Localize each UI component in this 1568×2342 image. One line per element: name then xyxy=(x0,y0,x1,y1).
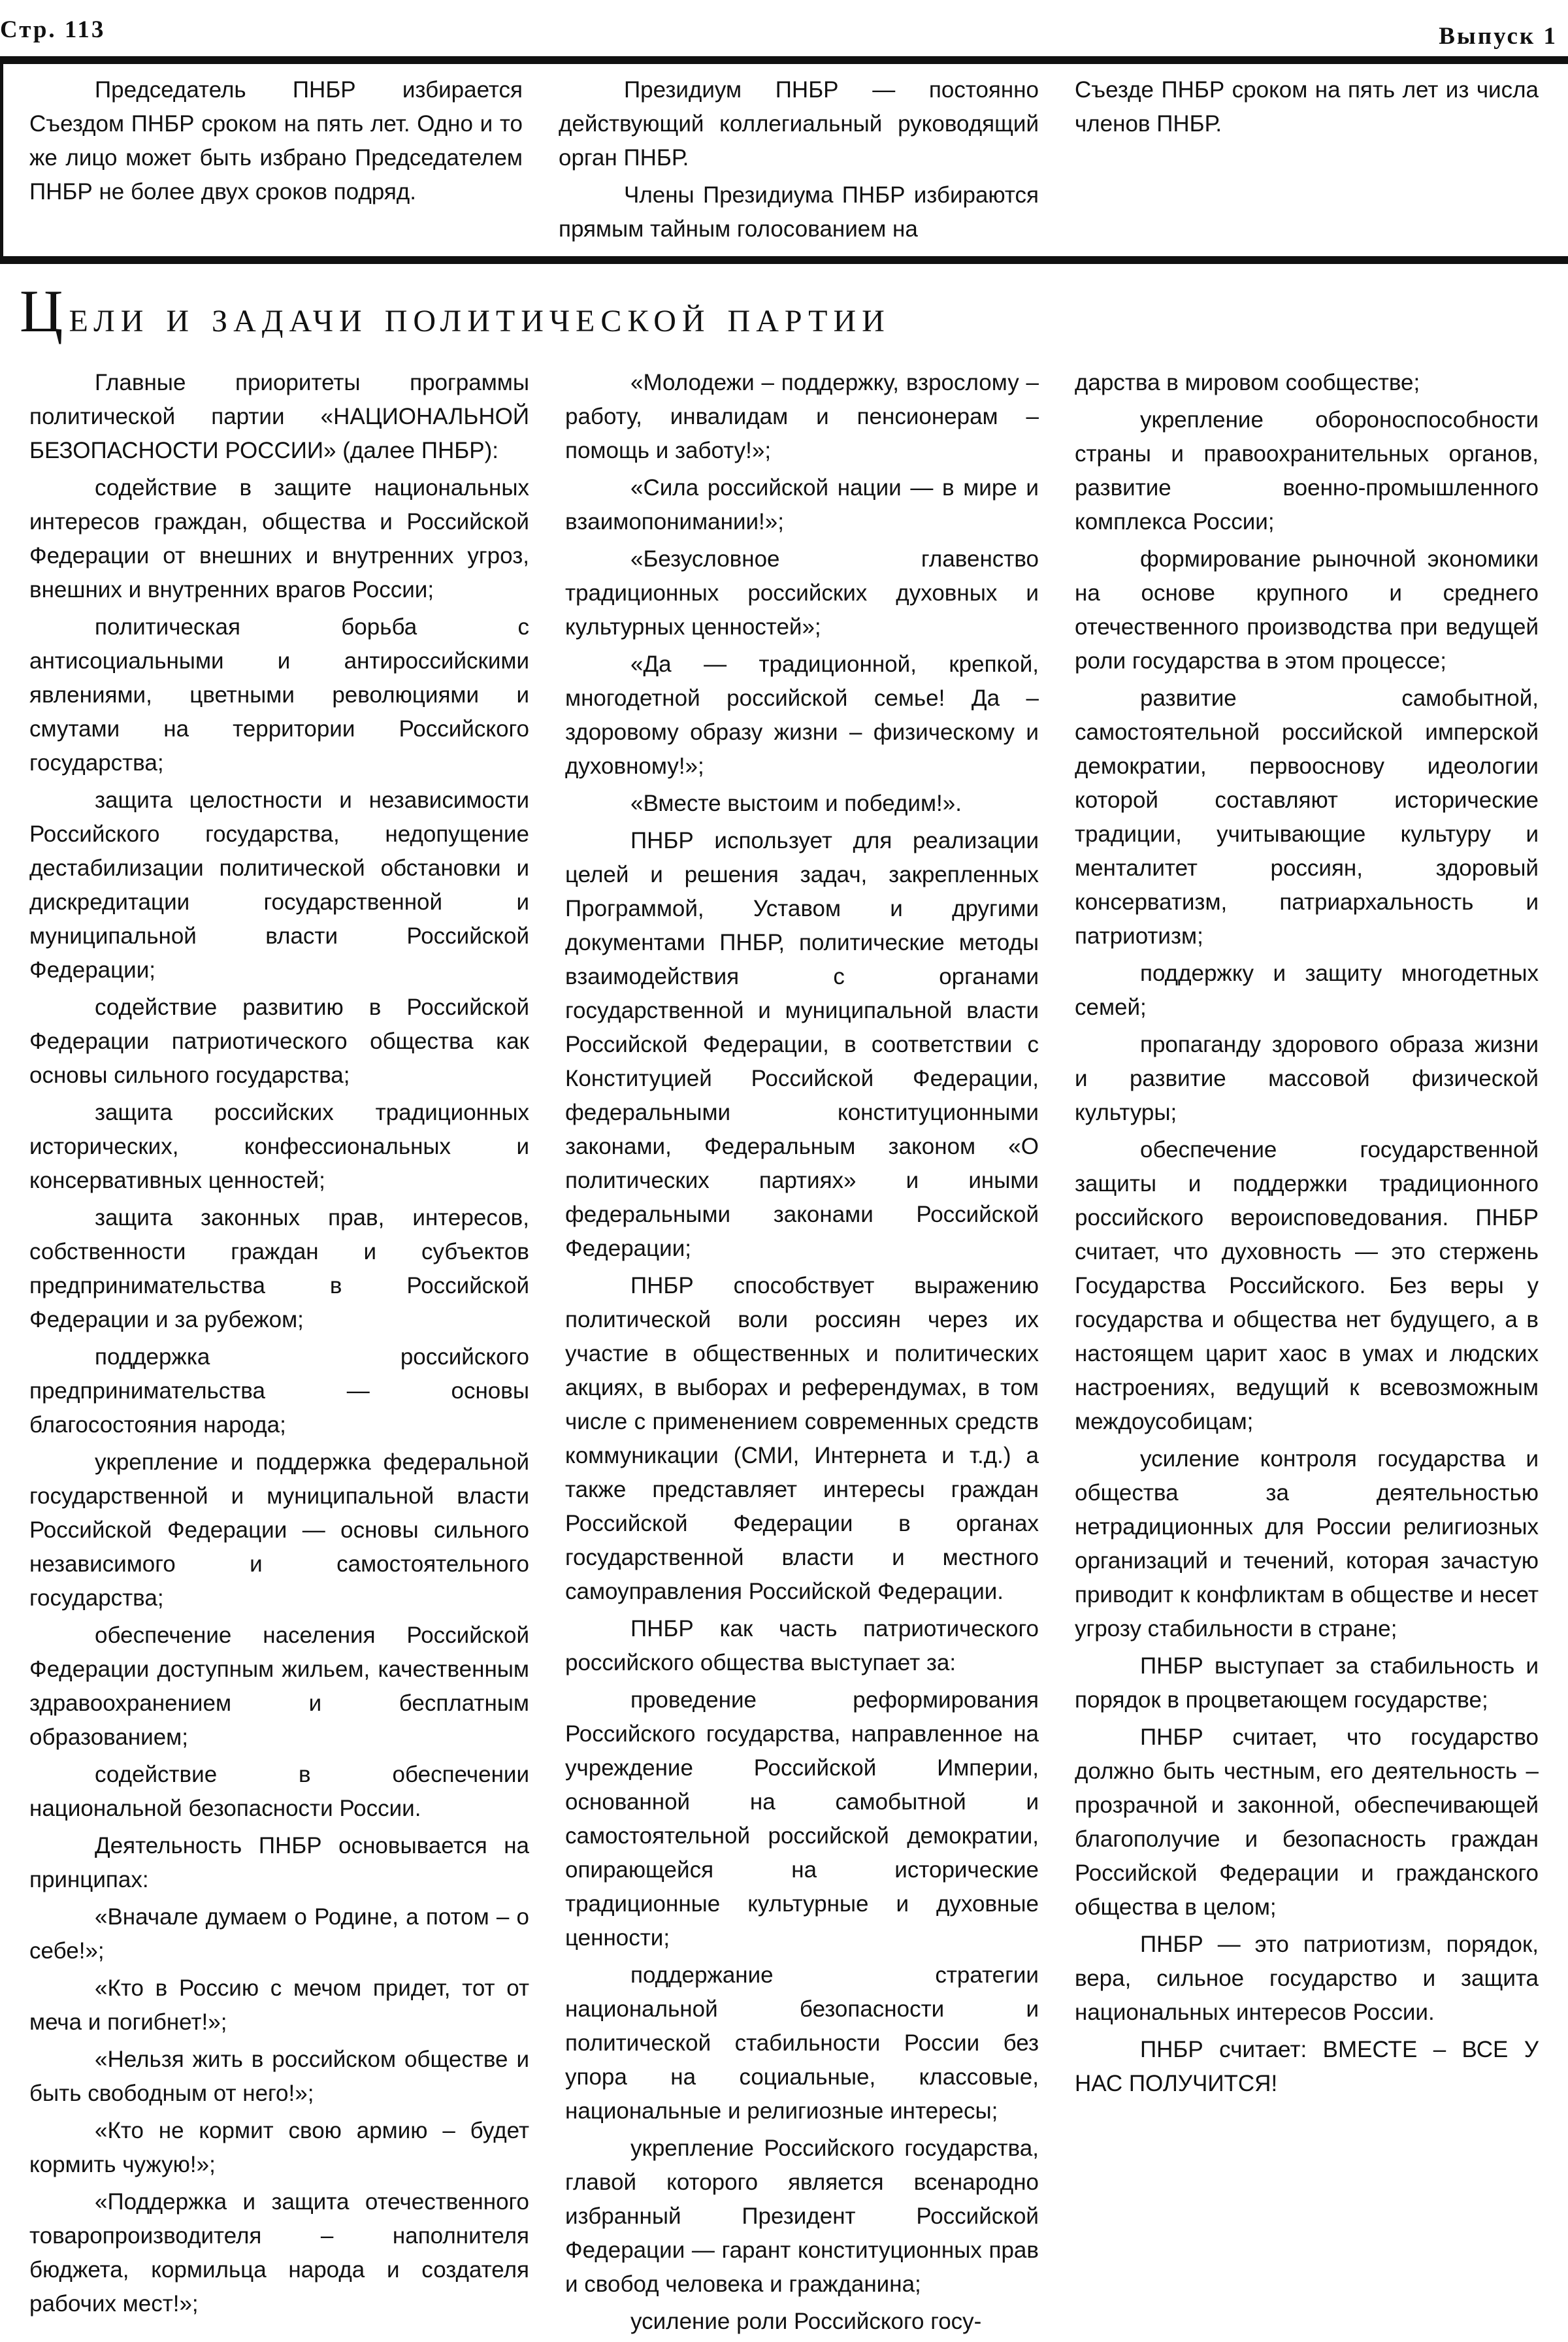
paragraph: усиление контроля государства и общества за деятельностью нетрадиционных для России религиозных организаций и течений, которая зачастую приводит к конфликтам в обществе и несет угрозу стабильности в стране; xyxy=(1075,1446,1539,1641)
paragraph: дарства в мировом сообществе; xyxy=(1075,370,1420,395)
paragraph: усиление роли Российского госу- xyxy=(630,2309,982,2334)
paragraph: Деятельность ПНБР основывается на принципах: xyxy=(29,1833,529,1892)
paragraph: пропаганду здорового образа жизни и развитие массовой физической культуры; xyxy=(1075,1032,1539,1125)
page-number: Стр. 113 xyxy=(0,16,106,43)
paragraph: «Молодежи – поддержку, взрослому – работу, инвалидам и пенсионерам – помощь и заботу!»; xyxy=(565,370,1039,463)
top-col1-paragraph: Председатель ПНБР избирается Съездом ПНБР сроком на пять лет. Одно и то же лицо может быть избрано Председателем ПНБР не более двух сроков подряд. xyxy=(29,77,523,205)
paragraph: содействие развитию в Российской Федерации патриотического общества как основы сильного государства; xyxy=(29,995,529,1088)
paragraph: «Безусловное главенство традиционных российских духовных и культурных ценностей»; xyxy=(565,546,1039,640)
paragraph: «Поддержка и защита отечественного товаропроизводителя – наполнителя бюджета, кормильца народа и создателя рабочих мест!»; xyxy=(29,2189,529,2317)
paragraph: «Кто в Россию с мечом придет, тот от меча и погибнет!»; xyxy=(29,1975,529,2035)
article-column-1 xyxy=(29,366,529,2324)
paragraph: политическая борьба с антисоциальными и антироссийскими явлениями, цветными революциями и смутами на территории Российского государства; xyxy=(29,614,529,776)
paragraph: ПНБР использует для реализации целей и решения задач, закрепленных Программой, Уставом и другими документами ПНБР, политические методы взаимодействия с органами государственной и муниципальной власти Российской Федерации, в соответствии с Конституцией Российской Федерации, федеральными конституционными законами, Федеральным законом «О политических партиях» и иными федеральными законами Российской Федерации; xyxy=(565,828,1039,1261)
paragraph: «Вместе выстоим и победим!». xyxy=(630,791,962,816)
paragraph: ПНБР выступает за стабильность и порядок в процветающем государстве; xyxy=(1075,1653,1539,1713)
paragraph: обеспечение государственной защиты и поддержки традиционного российского вероисповедования. ПНБР считает, что духовность — это стержень Государства Российского. Без веры у государства и общества нет будущего, а в настоящем царит хаос в умах и людских настроениях, ведущий к всевозможным междоусобицам; xyxy=(1075,1137,1539,1434)
article-column-3 xyxy=(1075,366,1539,2104)
top-column-1 xyxy=(29,73,523,212)
paragraph: поддержание стратегии национальной безопасности и политической стабильности России без упора на социальные, классовые, национальные и религиозные интересы; xyxy=(565,1962,1039,2124)
top-column-3 xyxy=(1075,73,1539,144)
paragraph: укрепление обороноспособности страны и правоохранительных органов, развитие военно-промышленного комплекса России; xyxy=(1075,407,1539,535)
paragraph: ПНБР считает, что государство должно быть честным, его деятельность – прозрачной и законной, обеспечивающей благополучие и безопасность граждан Российской Федерации и гражданского общества в целом; xyxy=(1075,1724,1539,1920)
paragraph: «Нельзя жить в российском обществе и быть свободным от него!»; xyxy=(29,2047,529,2106)
issue-label: Выпуск 1 xyxy=(1439,23,1558,50)
paragraph: развитие самобытной, самостоятельной российской имперской демократии, первооснову идеологии которой составляют исторические традиции, учитывающие культуру и менталитет россиян, здоровый консерватизм, патриархальность и патриотизм; xyxy=(1075,685,1539,949)
paragraph: поддержка российского предпринимательства — основы благосостояния народа; xyxy=(29,1344,529,1438)
paragraph: содействие в защите национальных интересов граждан, общества и Российской Федерации от внешних и внутренних угроз, внешних и внутренних врагов России; xyxy=(29,475,529,602)
top-col2-paragraph: Члены Президиума ПНБР избираются прямым тайным голосованием на xyxy=(559,182,1039,242)
paragraph: поддержку и защиту многодетных семей; xyxy=(1075,961,1539,1020)
paragraph: «Сила российской нации — в мире и взаимопонимании!»; xyxy=(565,475,1039,535)
top-column-2 xyxy=(559,73,1039,250)
top-col3-paragraph: Съезде ПНБР сроком на пять лет из числа членов ПНБР. xyxy=(1075,77,1539,137)
paragraph: защита российских традиционных исторических, конфессиональных и консервативных ценностей; xyxy=(29,1100,529,1193)
paragraph: «Да — традиционной, крепкой, многодетной российской семье! Да – здоровому образу жизни – физическому и духовному!»; xyxy=(565,651,1039,779)
paragraph: защита законных прав, интересов, собственности граждан и субъектов предпринимательства в Российской Федерации и за рубежом; xyxy=(29,1205,529,1332)
paragraph: содействие в обеспечении национальной безопасности России. xyxy=(29,1762,529,1821)
top-col2-paragraph: Президиум ПНБР — постоянно действующий коллегиальный руководящий орган ПНБР. xyxy=(559,77,1039,171)
paragraph: ПНБР как часть патриотического российского общества выступает за: xyxy=(565,1616,1039,1675)
paragraph: ПНБР способствует выражению политической воли россиян через их участие в общественных и политических акциях, в выборах и референдумах, в том числе с применением современных средств коммуникации (СМИ, Интернета и т.д.) а также представляет интересы граждан Российской Федерации в органах государственной власти и местного самоуправления Российской Федерации. xyxy=(565,1273,1039,1604)
article-title: Цели и задачи политической партии xyxy=(20,278,890,344)
paragraph: укрепление Российского государства, главой которого является всенародно избранный Президент Российской Федерации — гарант конституционных прав и свобод человека и гражданина; xyxy=(565,2136,1039,2297)
paragraph: «Кто не кормит свою армию – будет кормить чужую!»; xyxy=(29,2118,529,2177)
paragraph: укрепление и поддержка федеральной государственной и муниципальной власти Российской Федерации — основы сильного независимого и самостоятельного государства; xyxy=(29,1449,529,1611)
paragraph: ПНБР считает: ВМЕСТЕ – ВСЕ У НАС ПОЛУЧИТСЯ! xyxy=(1075,2037,1539,2096)
paragraph: защита целостности и независимости Российского государства, недопущение дестабилизации политической обстановки и дискредитации государственной и муниципальной власти Российской Федерации; xyxy=(29,787,529,983)
left-vertical-rule xyxy=(0,64,3,263)
paragraph: формирование рыночной экономики на основе крупного и среднего отечественного производства при ведущей роли государства в этом процессе; xyxy=(1075,546,1539,674)
paragraph: обеспечение населения Российской Федерации доступным жильем, качественным здравоохранением и бесплатным образованием; xyxy=(29,1623,529,1750)
paragraph: ПНБР — это патриотизм, порядок, вера, сильное государство и защита национальных интересов России. xyxy=(1075,1932,1539,2025)
paragraph: проведение реформирования Российского государства, направленное на учреждение Российской Империи, основанной на самобытной и самостоятельной российской демократии, опирающейся на исторические традиционные культурные и духовные ценности; xyxy=(565,1687,1039,1951)
section-rule xyxy=(0,256,1568,264)
paragraph: «Вначале думаем о Родине, а потом – о себе!»; xyxy=(29,1904,529,1964)
paragraph: Главные приоритеты программы политической партии «НАЦИОНАЛЬНОЙ БЕЗОПАСНОСТИ РОССИИ» (далее ПНБР): xyxy=(29,370,529,463)
article-column-2 xyxy=(565,366,1039,2342)
top-rule xyxy=(0,56,1568,64)
